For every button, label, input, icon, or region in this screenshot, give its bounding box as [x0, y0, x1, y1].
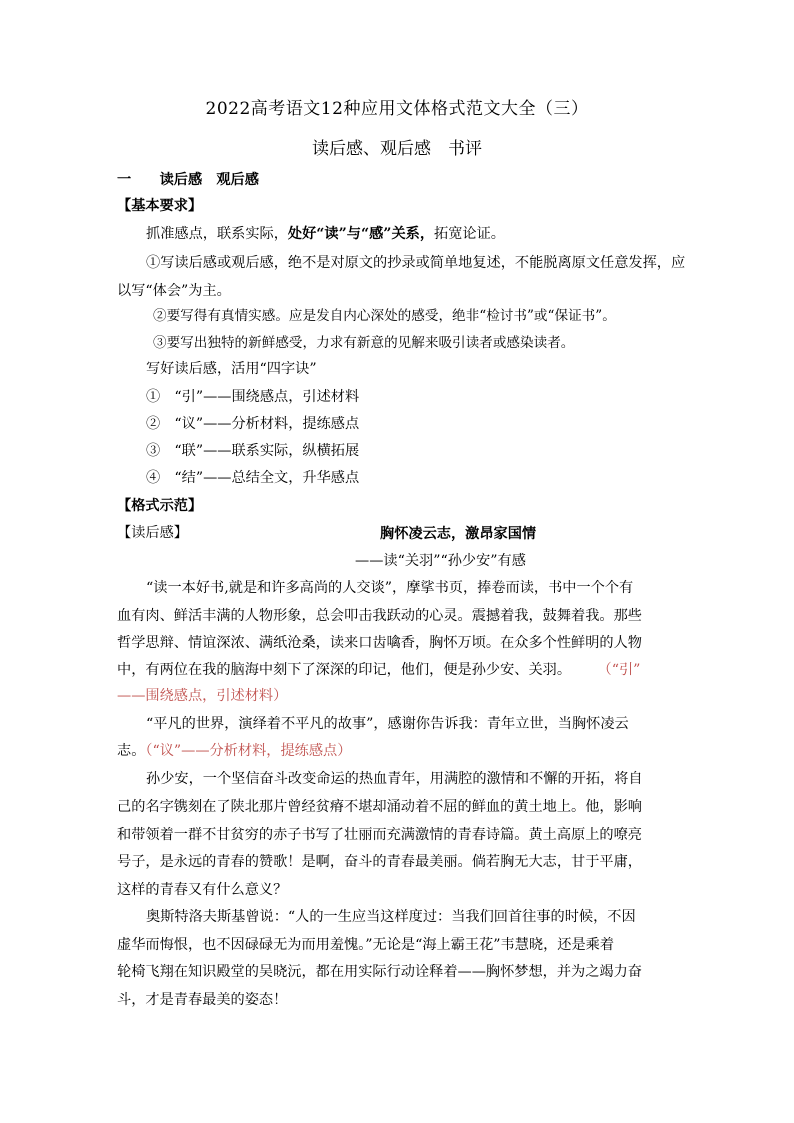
paragraph-3-line: 孙少安，一个坚信奋斗改变命运的热血青年，用满腔的激情和不懈的开拓，将自	[146, 771, 643, 787]
tip-item: ④ “结”——总结全文，升华感点	[146, 470, 360, 486]
tip-item: ③ “联”——联系实际，纵横拓展	[146, 443, 360, 459]
paragraph-3-line: 这样的青春又有什么意义？	[117, 882, 288, 898]
document-subtitle: 读后感、观后感 书评	[312, 139, 482, 159]
requirement-1-line-2: 以写“体会”为主。	[117, 283, 231, 299]
essay-type-label: 【读后感】	[117, 525, 188, 541]
requirement-intro-text-1: 抓准感点，联系实际，	[146, 226, 288, 242]
paragraph-2-text: 志。	[117, 743, 146, 759]
requirement-intro-bold: 处好“读”与“感”关系，	[287, 226, 435, 242]
paragraph-3-line: 和带领着一群不甘贫穷的赤子书写了壮丽而充满激情的青春诗篇。黄土高原上的嘹亮	[117, 827, 642, 843]
requirement-1-line-1: ①写读后感或观后感，绝不是对原文的抄录或简单地复述，不能脱离原文任意发挥，应	[146, 255, 686, 271]
paragraph-3-line: 己的名字镌刻在了陕北那片曾经贫瘠不堪却涌动着不屈的鲜血的黄土地上。他，影响	[117, 799, 642, 815]
essay-subtitle: ——读“关羽”“孙少安”有感	[355, 553, 526, 569]
requirement-2: ②要写得有真情实感。应是发自内心深处的感受，绝非“检讨书”或“保证书”。	[153, 308, 616, 324]
paragraph-2-line-2	[117, 741, 697, 761]
paragraph-4-line: 奥斯特洛夫斯基曾说：“人的一生应当这样度过：当我们回首往事的时候，不因	[146, 909, 636, 925]
paragraph-2-line: “平凡的世界，演绎着不平凡的故事”，感谢你告诉我：青年立世，当胸怀凌云	[146, 716, 629, 732]
requirement-intro-text-2: 拓宽论证。	[434, 226, 505, 242]
paragraph-1-line: “读一本好书,就是和许多高尚的人交谈”，摩挲书页，捧卷而读，书中一个个有	[146, 580, 634, 596]
annotation-yin-a: （“引”	[597, 662, 641, 678]
document-title: 2022高考语文12种应用文体格式范文大全（三）	[205, 99, 589, 119]
requirement-3: ③要写出独特的新鲜感受，力求有新意的见解来吸引读者或感染读者。	[153, 335, 575, 351]
format-example-label: 【格式示范】	[117, 498, 203, 514]
essay-title: 胸怀凌云志，激昂家国情	[380, 526, 537, 542]
basic-requirements-label: 【基本要求】	[117, 198, 203, 214]
paragraph-4-line: 虚华而悔恨，也不因碌碌无为而用羞愧。”无论是“海上霸王花”韦慧晓，还是乘着	[117, 937, 615, 953]
paragraph-4-line: 斗，才是青春最美的姿态！	[117, 992, 288, 1008]
paragraph-4-line: 轮椅飞翔在知识殿堂的吴晓沅，都在用实际行动诠释着——胸怀梦想，并为之竭力奋	[117, 964, 642, 980]
tips-intro: 写好读后感，活用“四字诀”	[146, 361, 317, 377]
tip-item: ② “议”——分析材料，提练感点	[146, 416, 360, 432]
paragraph-1-line-4	[117, 660, 697, 680]
paragraph-3-line: 号子，是永远的青春的赞歌！是啊，奋斗的青春最美丽。倘若胸无大志，甘于平庸，	[117, 854, 642, 870]
paragraph-1-line: 血有肉、鲜活丰满的人物形象，总会叩击我跃动的心灵。震撼着我，鼓舞着我。那些	[117, 608, 642, 624]
annotation-yin-b: ——围绕感点，引述材料）	[117, 688, 288, 704]
paragraph-1-line: 哲学思辩、情谊深浓、满纸沧桑，读来口齿噙香，胸怀万顷。在众多个性鲜明的人物	[117, 635, 642, 651]
section-heading: 一 读后感 观后感	[117, 172, 259, 188]
requirement-intro	[146, 224, 726, 244]
tip-item: ① “引”——围绕感点，引述材料	[146, 389, 360, 405]
annotation-yi: （“议”——分析材料，提练感点）	[145, 743, 352, 759]
paragraph-1-text: 中，有两位在我的脑海中刻下了深深的印记，他们，便是孙少安、关羽。	[117, 662, 572, 678]
